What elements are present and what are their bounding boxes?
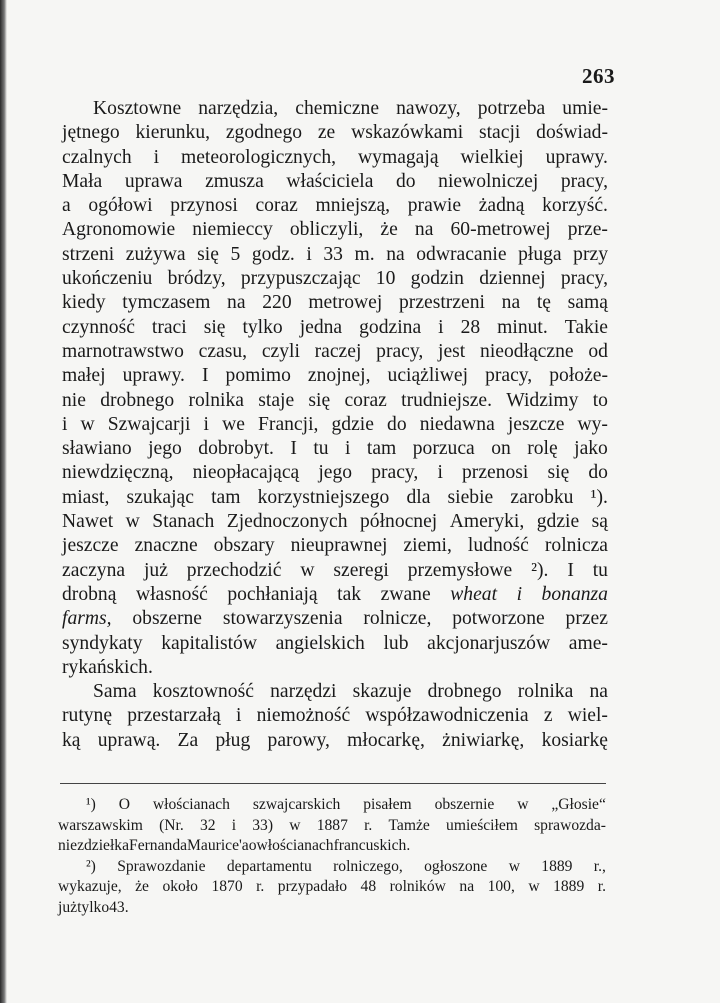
text-line: marnotrawstwo czasu, czyli raczej pracy, jest nieodłączne od [62,340,608,362]
text-line: zaczyna już przechodzić w szeregi przemysłowe ²). I tu [62,559,608,581]
text-line: Sama kosztowność narzędzi skazuje drobnego rolnika na [93,681,608,703]
footnote-line: ¹) O włościanach szwajcarskich pisałem obszernie w „Głosie“ [86,796,606,813]
text-line: Mała uprawa zmusza właściciela do niewolniczej pracy, [62,170,608,192]
footnote-line: warszawskim (Nr. 32 i 33) w 1887 r. Tamże umieściłem sprawozda- [58,816,606,834]
text-line: Kosztowne narzędzia, chemiczne nawozy, potrzeba umie- [93,98,608,119]
text-line: strzeni zużywa się 5 godz. i 33 m. na odwracanie pługa przy [62,243,608,265]
text-line: nie drobnego rolnika staje się coraz trudniejsze. Widzimy to [62,389,608,411]
text-line: jętnego kierunku, zgodnego ze wskazówkami stacji doświad- [62,122,608,144]
text-line: drobną własność pochłaniają tak zwane wheat i bonanza [62,583,608,605]
text-line: ką uprawą. Za pług parowy, młocarkę, żniwiarkę, kosiarkę [62,729,608,751]
text-line: farms, obszerne stowarzyszenia rolnicze, potworzone przez [62,608,608,630]
text-line: a ogółowi przynosi coraz mniejszą, prawie żadną korzyść. [62,195,608,217]
text-line: jeszcze znaczne obszary nieuprawnej ziemi, ludność rolnicza [62,535,608,557]
footnote-line: ²) Sprawozdanie departamentu rolniczego, ogłoszone w 1889 r., [86,857,606,875]
footnote-divider [60,783,606,784]
text-line: małej uprawy. I pomimo znojnej, uciążliwej pracy, położe- [62,365,608,387]
text-line: rutynę przestarzałą i niemożność współzawodniczenia z wiel- [62,705,608,727]
text-line: rykańskich. [62,656,153,678]
text-line: czalnych i meteorologicznych, wymagają wielkiej uprawy. [62,146,608,168]
text-line: sławiano jego dobrobyt. I tu i tam porzuca on rolę jako [62,438,608,460]
footnotes [58,795,606,918]
page-spine-shadow [0,0,7,1003]
page-number: 263 [582,64,615,88]
text-line: i w Szwajcarji i we Francji, gdzie do niedawna jeszcze wy- [62,413,608,435]
footnote-line: wykazuje, że około 1870 r. przypadało 48 rolników na 100, w 1889 r. [58,878,606,895]
text-line: syndykaty kapitalistów angielskich lub akcjonarjuszów ame- [62,632,608,654]
footnote-line: nie z dziełka Fernanda Maurice'a o włościanach francuskich. [58,837,411,854]
text-line: niewdzięczną, nieopłacającą jego pracy, i przenosi się do [62,462,608,484]
text-line: kiedy tymczasem na 220 metrowej przestrzeni na tę samą [62,292,608,314]
text-line: czynność traci się tylko jedna godzina i 28 minut. Takie [62,316,608,338]
body-text [62,97,608,753]
text-line: Agronomowie niemieccy obliczyli, że na 60-metrowej prze- [62,219,608,241]
text-line: miast, szukając tam korzystniejszego dla siebie zarobku ¹). [62,486,608,508]
footnote-line: już tylko 43. [58,898,129,916]
text-line: ukończeniu bródzy, przypuszczając 10 godzin dziennej pracy, [62,268,608,290]
text-line: Nawet w Stanach Zjednoczonych północnej Ameryki, gdzie są [62,511,608,533]
